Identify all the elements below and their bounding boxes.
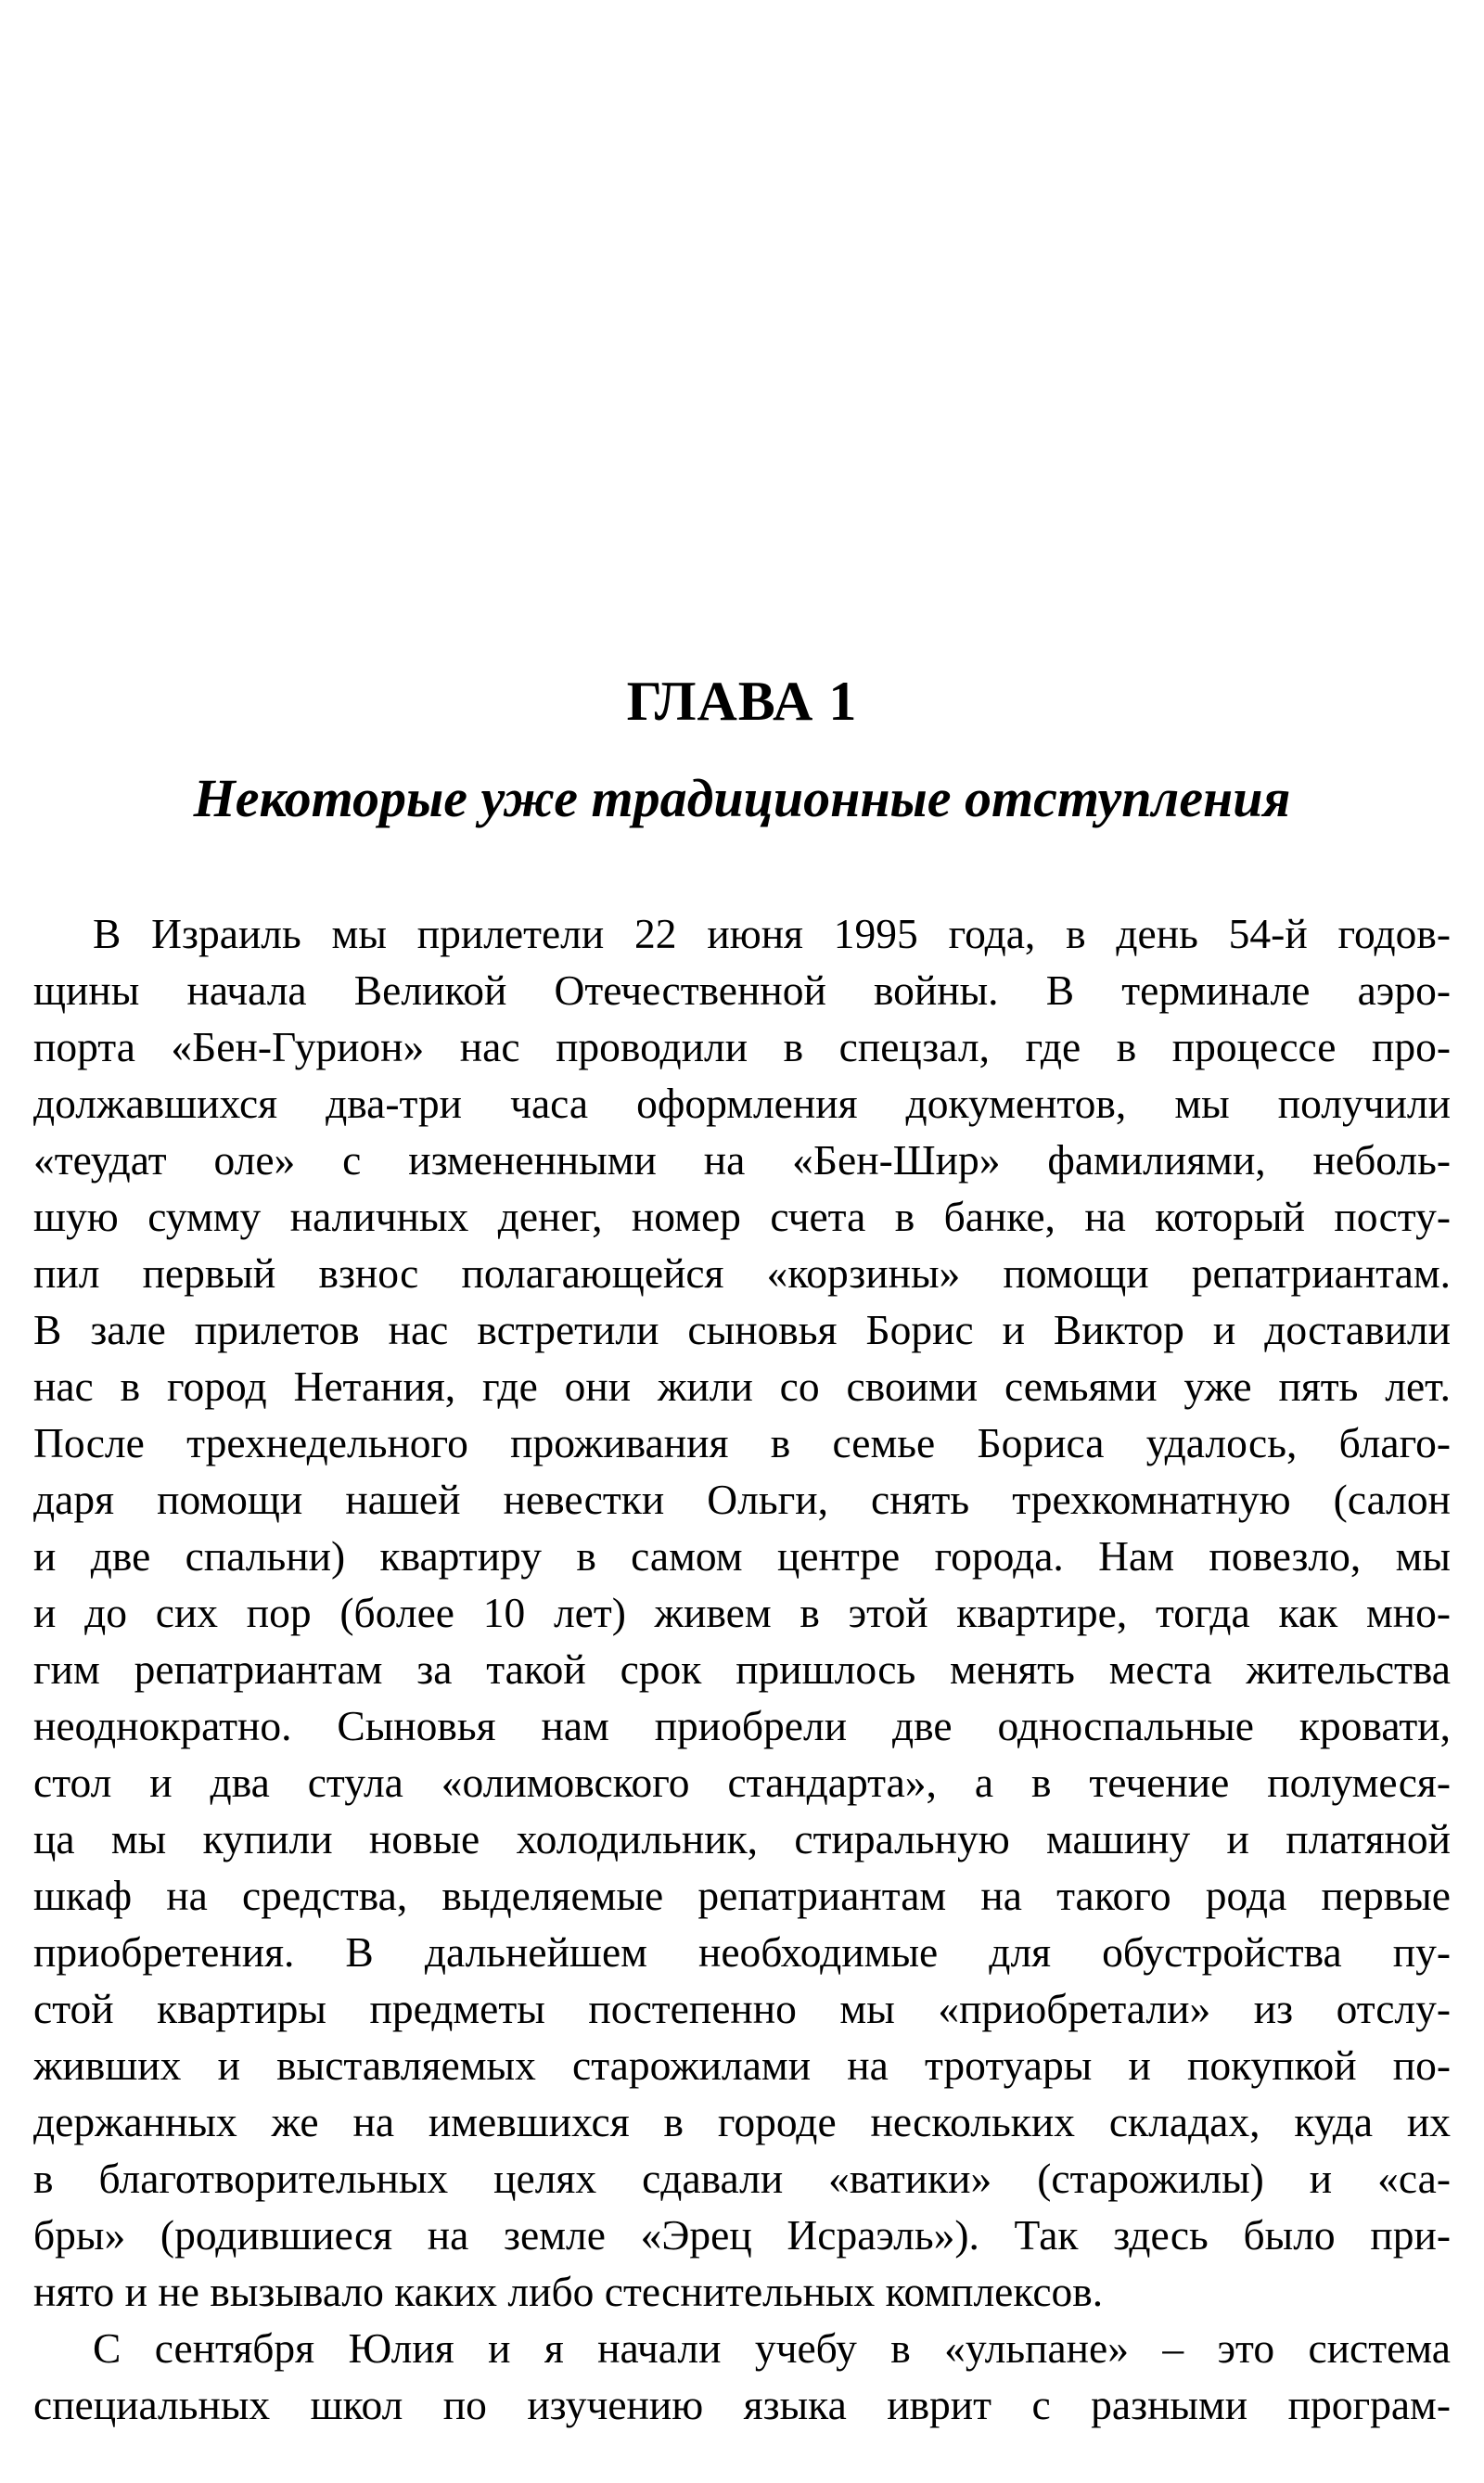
text-line: живших и выставляемых старожилами на тротуары и покупкой по- xyxy=(33,2041,1451,2089)
text-line: стой квартиры предметы постепенно мы «приобретали» из отслу- xyxy=(33,1985,1451,2032)
text-line: нас в город Нетания, где они жили со своими семьями уже пять лет. xyxy=(33,1363,1451,1410)
text-line: в благотворительных целях сдавали «ватики» (старожилы) и «са- xyxy=(33,2155,1451,2202)
text-line: должавшихся два-три часа оформления документов, мы получили xyxy=(33,1080,1451,1127)
text-line: гим репатриантам за такой срок пришлось менять места жительства xyxy=(33,1645,1451,1693)
text-line: держанных же на имевшихся в городе нескольких складах, куда их xyxy=(33,2098,1451,2145)
text-line: порта «Бен-Гурион» нас проводили в спецзал, где в процессе про- xyxy=(33,1023,1451,1070)
text-line: щины начала Великой Отечественной войны. В терминале аэро- xyxy=(33,966,1451,1014)
text-line: даря помощи нашей невестки Ольги, снять трехкомнатную (салон xyxy=(33,1476,1451,1523)
chapter-subtitle: Некоторые уже традиционные отступления xyxy=(193,768,1291,828)
text-line: В Израиль мы прилетели 22 июня 1995 года, в день 54-й годов- xyxy=(93,910,1451,957)
chapter-title: ГЛАВА 1 xyxy=(626,671,858,732)
text-line: После трехнедельного проживания в семье Бориса удалось, благо- xyxy=(33,1419,1451,1466)
text-line: «теудат оле» с измененными на «Бен-Шир» фамилиями, неболь- xyxy=(33,1136,1451,1184)
text-line: нято и не вызывало каких либо стеснительных комплексов. xyxy=(33,2268,1104,2315)
text-line: приобретения. В дальнейшем необходимые для обустройства пу- xyxy=(33,1928,1451,1976)
text-line: В зале прилетов нас встретили сыновья Борис и Виктор и доставили xyxy=(33,1306,1451,1353)
text-line: неоднократно. Сыновья нам приобрели две односпальные кровати, xyxy=(33,1702,1451,1749)
text-line: бры» (родившиеся на земле «Эрец Исраэль»). Так здесь было при- xyxy=(33,2211,1451,2259)
text-line: стол и два стула «олимовского стандарта», а в течение полумеся- xyxy=(33,1759,1451,1806)
text-line: С сентября Юлия и я начали учебу в «ульпане» – это система xyxy=(93,2324,1451,2372)
text-line: и две спальни) квартиру в самом центре города. Нам повезло, мы xyxy=(33,1532,1451,1580)
text-line: шую сумму наличных денег, номер счета в банке, на который посту- xyxy=(33,1193,1451,1240)
text-line: шкаф на средства, выделяемые репатриантам на такого рода первые xyxy=(33,1872,1451,1919)
text-line: и до сих пор (более 10 лет) живем в этой квартире, тогда как мно- xyxy=(33,1589,1451,1636)
text-line: пил первый взнос полагающейся «корзины» помощи репатриантам. xyxy=(33,1249,1451,1297)
text-line: ца мы купили новые холодильник, стиральную машину и платяной xyxy=(33,1815,1451,1862)
text-line: специальных школ по изучению языка иврит с разными програм- xyxy=(33,2381,1451,2428)
